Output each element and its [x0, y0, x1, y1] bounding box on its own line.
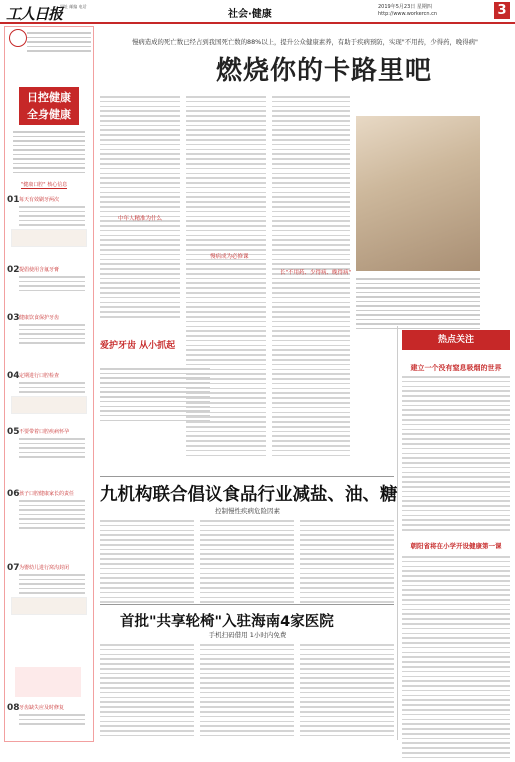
section-title: 社会·健康 — [228, 9, 272, 20]
hot-topics-label: 热点关注 — [402, 330, 510, 350]
story-column — [100, 644, 194, 740]
sidebar-tag: "健康口腔" 核心信息 — [21, 182, 68, 188]
main-headline: 燃烧你的卡路里吧 — [216, 56, 433, 86]
column-divider — [397, 326, 398, 740]
masthead — [0, 0, 515, 24]
tooth-illustration — [11, 597, 87, 615]
hot-topic-title: 朝阳省将在小学开设健康第一课 — [410, 542, 502, 550]
subhead: 长"不用药、少得病、晚得病" — [280, 270, 352, 276]
story-column — [200, 520, 294, 606]
lead-summary: 慢病造成的死亡数已经占到我国死亡数的88%以上，提升公众健康素养，有助于疾病预防，实现"不用药，少得药，晚得病" — [131, 38, 478, 46]
story-headline: 首批"共享轮椅"入驻海南4家医院 — [120, 614, 334, 630]
hot-topic-title: 建立一个没有窒息吸烟的世界 — [410, 364, 502, 372]
dental-tools-illustration — [11, 396, 87, 414]
tooth-icon — [9, 29, 27, 47]
site-url: http://www.workercn.cn — [378, 11, 438, 17]
tip-item: 03 健康饮食保护牙齿 — [7, 313, 91, 347]
tip-item: 07 为婴幼儿进行窝沟封闭 — [7, 563, 91, 615]
tip-item: 06 孩子口腔健康家长的责任 — [7, 489, 91, 532]
story-subheadline: 控制慢性疾病危险因素 — [215, 507, 280, 515]
issue-date: 2019年5月23日 星期四 — [378, 4, 432, 10]
story-column — [300, 644, 394, 740]
sidebar-body — [13, 131, 85, 176]
toothbrush-illustration — [11, 229, 87, 247]
tip-item: 04 定期进行口腔检查 — [7, 371, 91, 414]
article-column — [100, 96, 180, 321]
tip-item: 05 不要带着口腔疾病怀孕 — [7, 427, 91, 461]
masthead-contact: 网址 邮编 电话 — [60, 4, 87, 9]
side-feature-title: 爱护牙齿 从小抓起 — [100, 341, 176, 351]
side-feature-body — [100, 368, 210, 424]
section-divider — [100, 476, 394, 477]
tip-item: 08 牙齿缺失应及时修复 — [7, 703, 91, 728]
tip-item: 02 提倡使用含氟牙膏 — [7, 265, 91, 294]
sidebar-title: 日控健康 全身健康 — [19, 87, 79, 125]
newspaper-logo: 工人日报 — [6, 5, 63, 23]
article-column — [272, 96, 350, 459]
page-number: 3 — [494, 2, 510, 19]
hot-topic-body — [402, 556, 510, 762]
oral-health-sidebar — [4, 26, 94, 742]
story-column — [100, 520, 194, 606]
story-column — [300, 520, 394, 606]
tip-item: 01 每天有效刷牙两次 — [7, 195, 91, 247]
story-subheadline: 手机扫码借用 1小时内免费 — [208, 631, 287, 639]
hot-topic-body — [402, 376, 510, 534]
article-photo-caption — [356, 278, 480, 332]
sidebar-illustration — [15, 667, 81, 697]
section-divider — [100, 604, 394, 605]
story-headline: 九机构联合倡议食品行业减盐、油、糖 — [100, 485, 398, 505]
story-column — [200, 644, 294, 740]
subhead: 慢病成为必修课 — [210, 254, 249, 260]
subhead: 中年人精准为什么 — [118, 216, 163, 222]
sidebar-intro — [7, 29, 91, 69]
article-photo — [356, 116, 480, 271]
